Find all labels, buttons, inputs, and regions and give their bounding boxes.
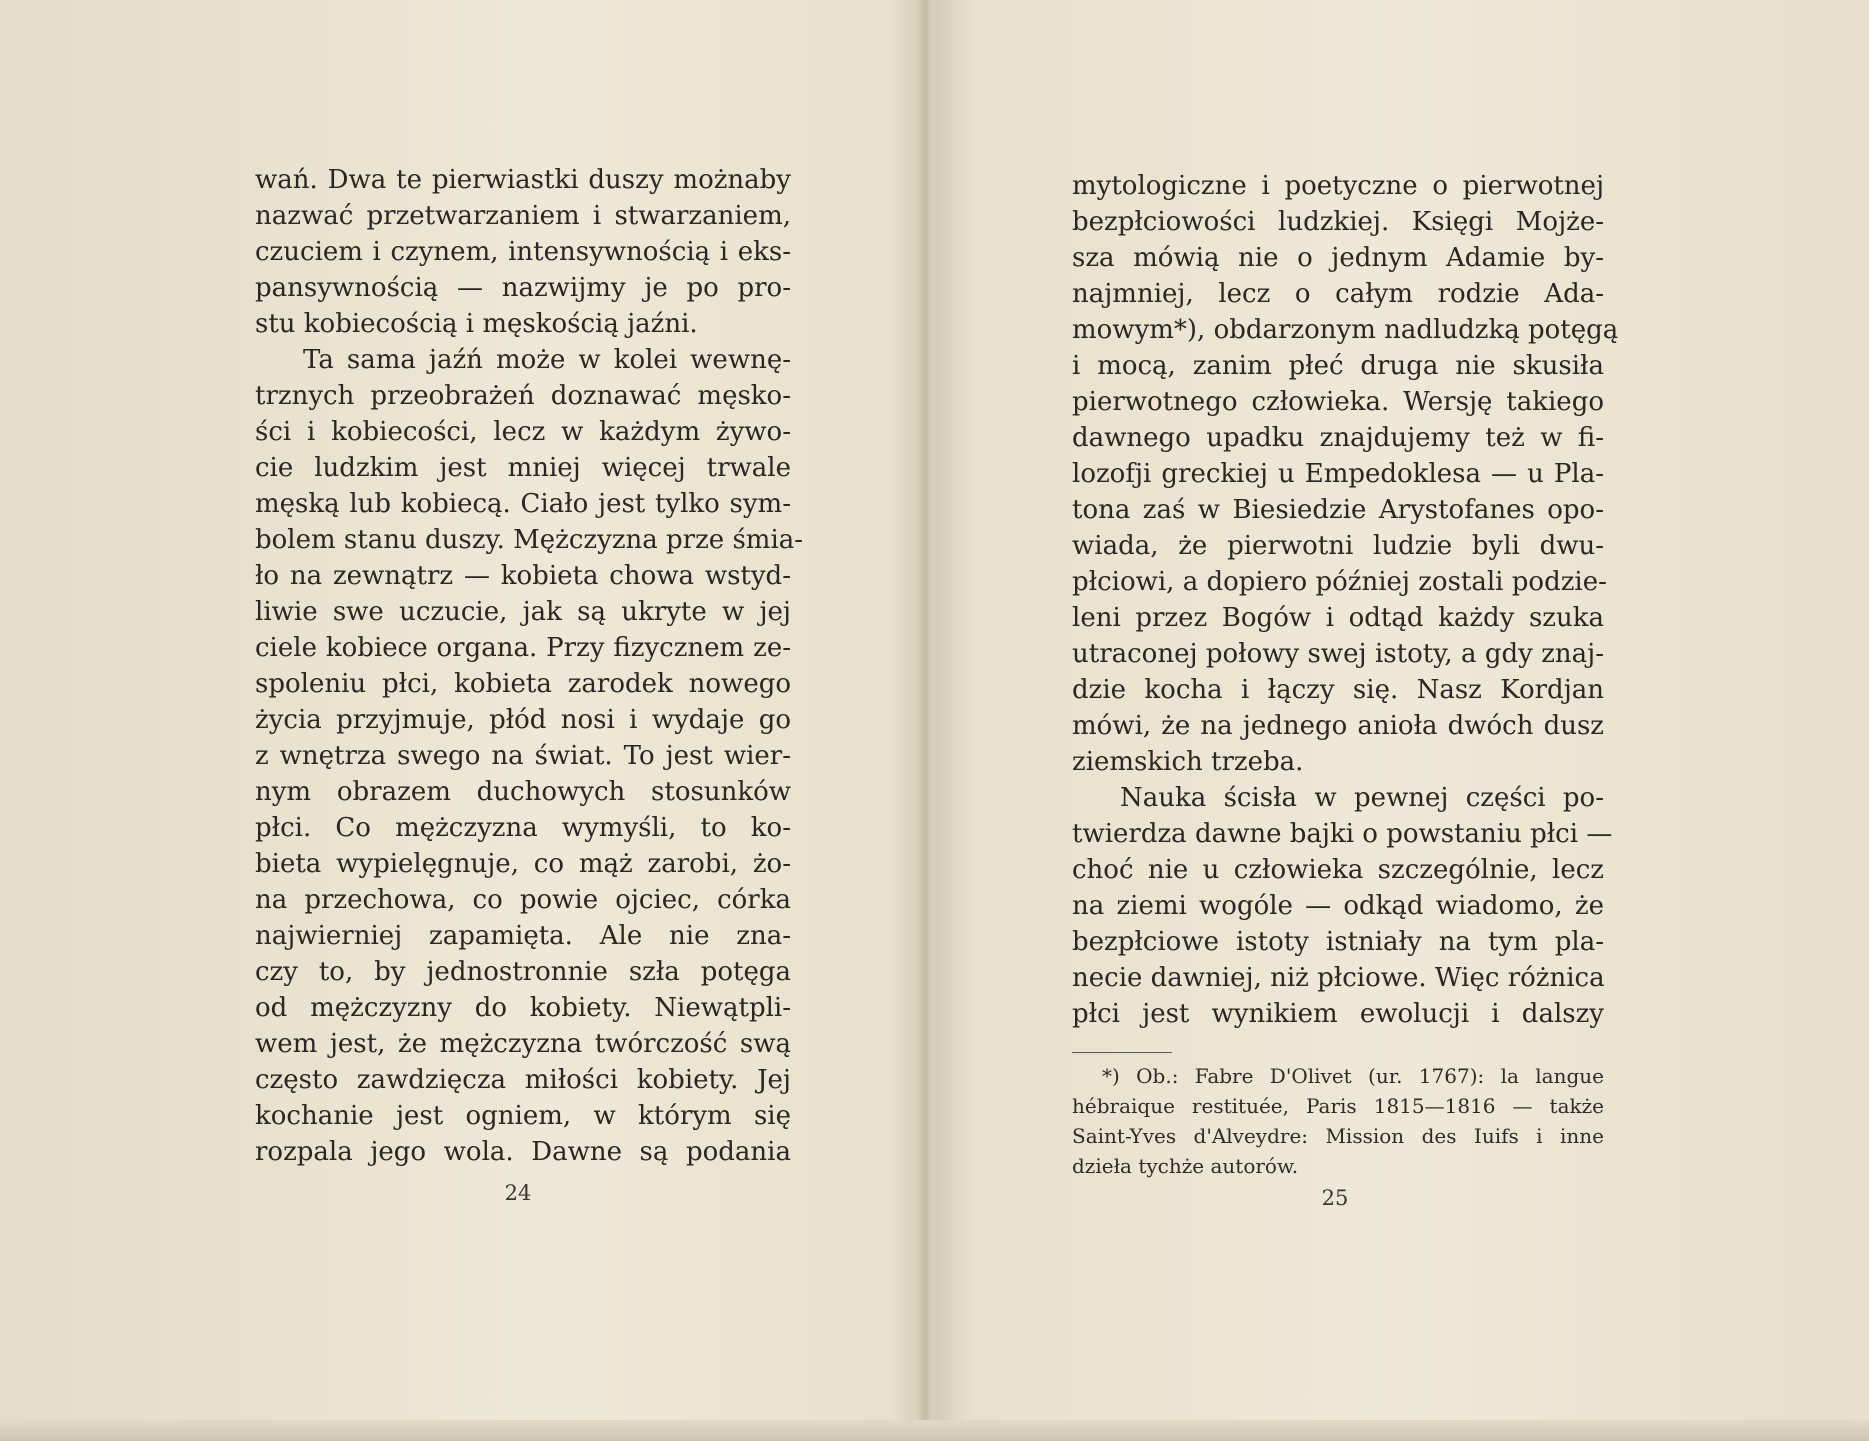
text-line: często zawdzięcza miłości kobiety. Jej bbox=[255, 1065, 791, 1095]
footnote-line: *) Ob.: Fabre D'Olivet (ur. 1767): la langue bbox=[1102, 1064, 1604, 1088]
text-line: wem jest, że mężczyzna twórczość swą bbox=[255, 1029, 791, 1059]
left-page-text bbox=[255, 162, 804, 1170]
text-line: rozpala jego wola. Dawne są podania bbox=[255, 1137, 791, 1167]
text-line: tona zaś w Biesiedzie Arystofanes opo- bbox=[1072, 495, 1604, 525]
text-line: najwierniej zapamięta. Ale nie zna- bbox=[255, 921, 791, 951]
text-line: mowym*), obdarzonym nadludzką potęgą bbox=[1072, 315, 1619, 345]
text-line: bezpłciowe istoty istniały na tym pla- bbox=[1072, 927, 1604, 957]
footnote-line: hébraique restituée, Paris 1815—1816 — także bbox=[1072, 1094, 1604, 1118]
text-line: życia przyjmuje, płód nosi i wydaje go bbox=[255, 705, 791, 735]
text-line: mówi, że na jednego anioła dwóch dusz bbox=[1072, 711, 1604, 741]
text-line: męską lub kobiecą. Ciało jest tylko sym- bbox=[255, 489, 791, 519]
footnote-line: dzieła tychże autorów. bbox=[1072, 1154, 1299, 1178]
text-line: trznych przeobrażeń doznawać męsko- bbox=[255, 381, 791, 411]
text-line: kochanie jest ogniem, w którym się bbox=[255, 1101, 791, 1131]
text-line: płci. Co mężczyzna wymyśli, to ko- bbox=[255, 813, 791, 843]
right-page-text bbox=[1072, 168, 1619, 1032]
text-line: necie dawniej, niż płciowe. Więc różnica bbox=[1072, 963, 1605, 993]
text-line: czy to, by jednostronnie szła potęga bbox=[255, 957, 791, 987]
text-line: lozofji greckiej u Empedoklesa — u Pla- bbox=[1072, 459, 1604, 489]
text-line: leni przez Bogów i odtąd każdy szuka bbox=[1072, 603, 1604, 633]
text-line: Ta sama jaźń może w kolei wewnę- bbox=[303, 345, 791, 375]
text-line: twierdza dawne bajki o powstaniu płci — bbox=[1072, 819, 1613, 849]
text-line: Nauka ścisła w pewnej części po- bbox=[1120, 783, 1604, 813]
text-line: nym obrazem duchowych stosunków bbox=[255, 777, 791, 807]
text-line: wiada, że pierwotni ludzie byli dwu- bbox=[1072, 531, 1604, 561]
text-line: pansywnością — nazwijmy je po pro- bbox=[255, 273, 791, 303]
text-line: i mocą, zanim płeć druga nie skusiła bbox=[1072, 351, 1604, 381]
footnote-line: Saint-Yves d'Alveydre: Mission des Iuifs i inne bbox=[1072, 1124, 1604, 1148]
text-line: sza mówią nie o jednym Adamie by- bbox=[1072, 243, 1604, 273]
page-bottom-edge bbox=[0, 1420, 1869, 1441]
text-line: dawnego upadku znajdujemy też w fi- bbox=[1072, 423, 1604, 453]
page-number-left: 24 bbox=[504, 1181, 532, 1205]
text-line: na ziemi wogóle — odkąd wiadomo, że bbox=[1072, 891, 1604, 921]
page-number-right: 25 bbox=[1321, 1186, 1349, 1210]
text-line: bolem stanu duszy. Mężczyzna prze śmia- bbox=[255, 525, 804, 555]
text-line: pierwotnego człowieka. Wersję takiego bbox=[1072, 387, 1604, 417]
text-line: choć nie u człowieka szczególnie, lecz bbox=[1072, 855, 1604, 885]
footnote-rule bbox=[1072, 1052, 1172, 1053]
text-line: mytologiczne i poetyczne o pierwotnej bbox=[1072, 171, 1604, 201]
text-line: płciowi, a dopiero później zostali podzie- bbox=[1072, 567, 1607, 597]
text-line: spoleniu płci, kobieta zarodek nowego bbox=[255, 669, 791, 699]
book-gutter bbox=[916, 0, 934, 1441]
text-line: utraconej połowy swej istoty, a gdy znaj- bbox=[1072, 639, 1604, 669]
text-line: liwie swe uczucie, jak są ukryte w jej bbox=[255, 597, 791, 627]
footnote bbox=[1072, 1052, 1604, 1181]
text-line: wań. Dwa te pierwiastki duszy możnaby bbox=[255, 165, 791, 195]
text-line: bieta wypielęgnuje, co mąż zarobi, żo- bbox=[255, 849, 791, 879]
text-line: najmniej, lecz o całym rodzie Ada- bbox=[1072, 279, 1604, 309]
text-line: nazwać przetwarzaniem i stwarzaniem, bbox=[255, 201, 791, 231]
text-line: płci jest wynikiem ewolucji i dalszy bbox=[1072, 999, 1604, 1029]
text-line: czuciem i czynem, intensywnością i eks- bbox=[255, 237, 791, 267]
text-line: od mężczyzny do kobiety. Niewątpli- bbox=[255, 993, 791, 1023]
text-line: ści i kobiecości, lecz w każdym żywo- bbox=[255, 417, 791, 447]
text-line: dzie kocha i łączy się. Nasz Kordjan bbox=[1072, 675, 1604, 705]
text-line: ło na zewnątrz — kobieta chowa wstyd- bbox=[255, 561, 791, 591]
text-line: na przechowa, co powie ojciec, córka bbox=[255, 885, 791, 915]
text-line: ciele kobiece organa. Przy fizycznem ze- bbox=[255, 633, 791, 663]
text-line: z wnętrza swego na świat. To jest wier- bbox=[255, 741, 791, 771]
text-line: bezpłciowości ludzkiej. Księgi Mojże- bbox=[1072, 207, 1604, 237]
text-line: ziemskich trzeba. bbox=[1072, 747, 1304, 777]
text-line: cie ludzkim jest mniej więcej trwale bbox=[255, 453, 791, 483]
text-line: stu kobiecością i męskością jaźni. bbox=[255, 309, 698, 339]
